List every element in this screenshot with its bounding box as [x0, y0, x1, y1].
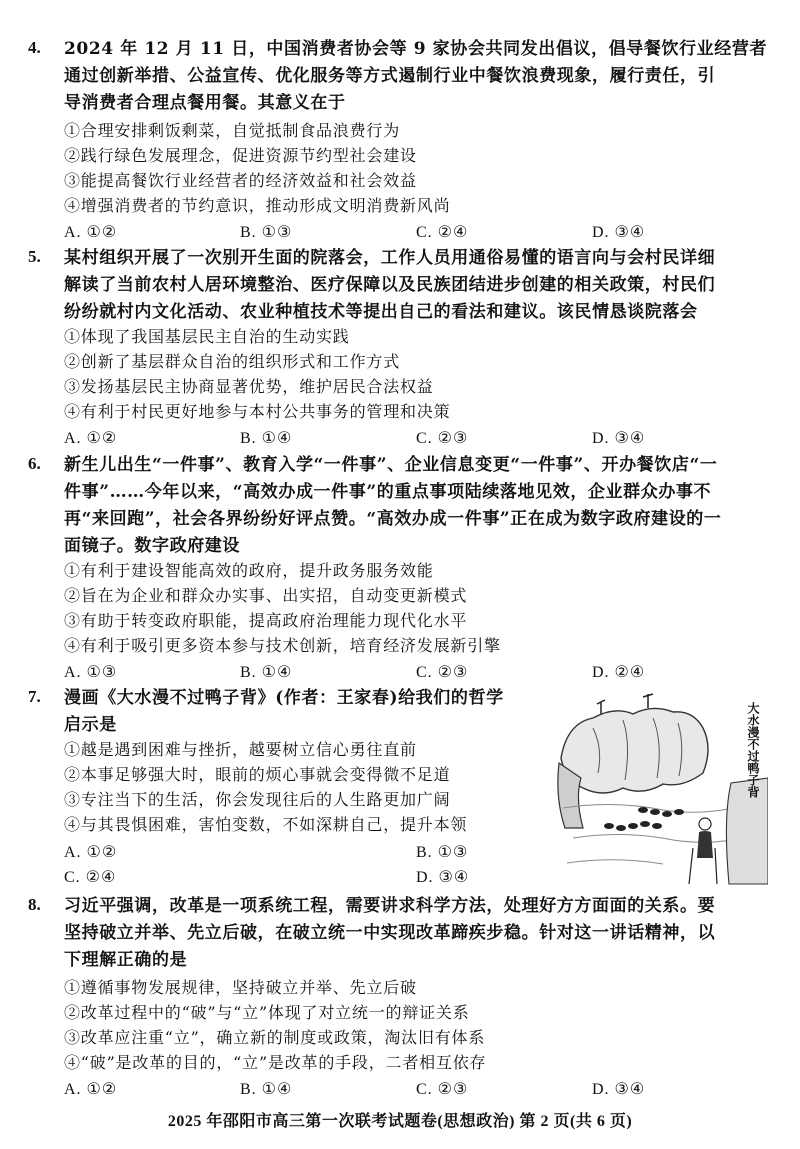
- answer-b[interactable]: B. ①③: [240, 224, 293, 241]
- person-body: [697, 831, 713, 858]
- answer-a[interactable]: A. ①②: [64, 844, 118, 861]
- question-number: 4.: [28, 38, 41, 57]
- option-1: ①遵循事物发展规律，坚持破立并举、先立后破: [64, 978, 417, 997]
- option-2: ②践行绿色发展理念，促进资源节约型社会建设: [64, 146, 417, 165]
- comic-illustration: [553, 688, 768, 885]
- option-3: ③能提高餐饮行业经营者的经济效益和社会效益: [64, 171, 417, 190]
- stem-line: 通过创新举措、公益宣传、优化服务等方式遏制行业中餐饮浪费现象，履行责任，引: [64, 66, 716, 86]
- answer-d[interactable]: D. ②④: [592, 664, 646, 681]
- stem-line: 2024 年 12 月 11 日，中国消费者协会等 9 家协会共同发出倡议，倡导餐饮行业经营者: [64, 39, 768, 59]
- person-head: [699, 818, 711, 830]
- answer-a[interactable]: A. ①②: [64, 224, 118, 241]
- question-stem: [64, 36, 770, 117]
- stem-line: 再“来回跑”，社会各界纷纷好评点赞。“高效办成一件事”正在成为数字政府建设的一: [64, 509, 722, 529]
- stem-line: 新生儿出生“一件事”、教育入学“一件事”、企业信息变更“一件事”、开办餐饮店“一: [64, 455, 718, 475]
- answer-d[interactable]: D. ③④: [592, 1081, 646, 1098]
- option-4: ④增强消费者的节约意识，推动形成文明消费新风尚: [64, 196, 451, 215]
- option-2: ②旨在为企业和群众办实事、出实招，自动变更新模式: [64, 586, 468, 605]
- option-4: ④有利于吸引更多资本参与技术创新，培育经济发展新引擎: [64, 636, 501, 655]
- answer-b[interactable]: B. ①④: [240, 664, 293, 681]
- comic-title: 大水漫不过鸭子背: [746, 702, 760, 798]
- answer-c[interactable]: C. ②③: [416, 430, 469, 447]
- option-1: ①有利于建设智能高效的政府，提升政务服务效能: [64, 561, 434, 580]
- answer-b[interactable]: B. ①③: [416, 844, 469, 861]
- answer-c[interactable]: C. ②④: [64, 869, 117, 886]
- option-3: ③改革应注重“立”，确立新的制度或政策，淘汰旧有体系: [64, 1028, 486, 1047]
- answer-b[interactable]: B. ①④: [240, 430, 293, 447]
- stem-line: 启示是: [64, 715, 117, 735]
- stem-line: 件事”……今年以来，“高效办成一件事”的重点事项陆续落地见效，企业群众办事不: [64, 482, 712, 502]
- option-2: ②创新了基层群众自治的组织形式和工作方式: [64, 352, 401, 371]
- answer-a[interactable]: A. ①②: [64, 1081, 118, 1098]
- question-stem: [64, 452, 770, 560]
- answer-c[interactable]: C. ②④: [416, 224, 469, 241]
- answer-b[interactable]: B. ①④: [240, 1081, 293, 1098]
- question-stem: [64, 245, 770, 326]
- option-2: ②本事足够强大时，眼前的烦心事就会变得微不足道: [64, 765, 451, 784]
- stem-line: 坚持破立并举、先立后破，在破立统一中实现改革蹄疾步稳。针对这一讲话精神，以: [64, 923, 716, 943]
- comic-drawing: [553, 688, 768, 885]
- option-3: ③有助于转变政府职能，提高政府治理能力现代化水平: [64, 611, 468, 630]
- answer-d[interactable]: D. ③④: [416, 869, 470, 886]
- stem-line: 导消费者合理点餐用餐。其意义在于: [64, 93, 346, 113]
- stem-line: 习近平强调，改革是一项系统工程，需要讲求科学方法，处理好方方面面的关系。要: [64, 896, 716, 916]
- option-1: ①体现了我国基层民主自治的生动实践: [64, 327, 350, 346]
- option-1: ①越是遇到困难与挫折，越要树立信心勇往直前: [64, 740, 417, 759]
- answer-a[interactable]: A. ①③: [64, 664, 118, 681]
- question-number: 5.: [28, 247, 41, 266]
- question-number: 6.: [28, 454, 41, 473]
- answer-d[interactable]: D. ③④: [592, 430, 646, 447]
- answer-a[interactable]: A. ①②: [64, 430, 118, 447]
- page-footer: 2025 年邵阳市高三第一次联考试题卷(思想政治) 第 2 页(共 6 页): [167, 1113, 633, 1130]
- answer-c[interactable]: C. ②③: [416, 1081, 469, 1098]
- stem-line: 纷纷就村内文化活动、农业种植技术等提出自己的看法和建议。该民情恳谈院落会: [64, 302, 698, 322]
- stem-line: 漫画《大水漫不过鸭子背》(作者：王家春)给我们的哲学: [64, 688, 504, 708]
- question-stem: [64, 893, 770, 974]
- answer-d[interactable]: D. ③④: [592, 224, 646, 241]
- question-stem: [64, 685, 544, 739]
- stem-line: 某村组织开展了一次别开生面的院落会，工作人员用通俗易懂的语言向与会村民详细: [64, 248, 716, 268]
- stem-line: 面镜子。数字政府建设: [64, 536, 240, 556]
- cliff-shape: [561, 708, 708, 793]
- question-number: 8.: [28, 895, 41, 914]
- question-number: 7.: [28, 687, 41, 706]
- option-1: ①合理安排剩饭剩菜，自觉抵制食品浪费行为: [64, 121, 401, 140]
- option-3: ③专注当下的生活，你会发现往后的人生路更加广阔: [64, 790, 451, 809]
- answer-c[interactable]: C. ②③: [416, 664, 469, 681]
- option-3: ③发扬基层民主协商显著优势，维护居民合法权益: [64, 377, 434, 396]
- option-4: ④与其畏惧困难，害怕变数，不如深耕自己，提升本领: [64, 815, 468, 834]
- option-4: ④“破”是改革的目的，“立”是改革的手段，二者相互依存: [64, 1053, 487, 1072]
- stem-line: 解读了当前农村人居环境整治、医疗保障以及民族团结进步创建的相关政策，村民们: [64, 275, 716, 295]
- option-4: ④有利于村民更好地参与本村公共事务的管理和决策: [64, 402, 451, 421]
- stem-line: 下理解正确的是: [64, 950, 188, 970]
- option-2: ②改革过程中的“破”与“立”体现了对立统一的辩证关系: [64, 1003, 470, 1022]
